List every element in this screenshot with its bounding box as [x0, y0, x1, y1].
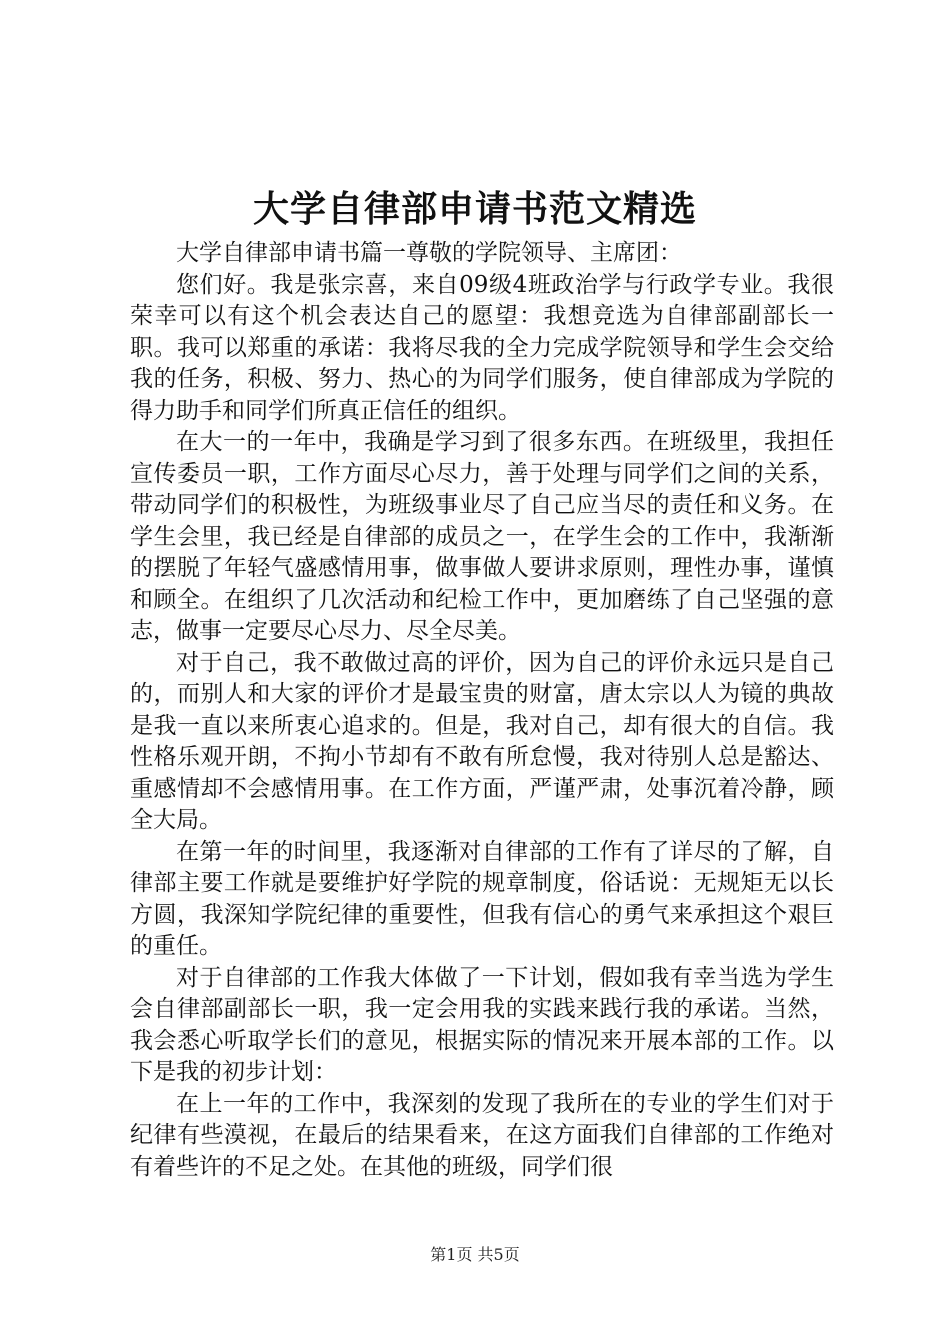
paragraph-plan-intro: 对于自律部的工作我大体做了一下计划，假如我有幸当选为学生会自律部副部长一职，我一定会用我的实践来践行我的承诺。当然，我会悉心听取学长们的意见，根据实际的情况来开展本部的工作。以下是我的初步计划： — [130, 964, 834, 1085]
paragraph-introduction: 您们好。我是张宗喜，来自09级4班政治学与行政学专业。我很荣幸可以有这个机会表达自己的愿望：我想竞选为自律部副部长一职。我可以郑重的承诺：我将尽我的全力完成学院领导和学生会交给我的任务，积极、努力、热心的为同学们服务，使自律部成为学院的得力助手和同学们所真正信任的组织。 — [130, 271, 834, 424]
paragraph-plan-detail: 在上一年的工作中，我深刻的发现了我所在的专业的学生们对于纪律有些漠视，在最后的结果看来，在这方面我们自律部的工作绝对有着些许的不足之处。在其他的班级，同学们很 — [130, 1090, 834, 1180]
document-body — [130, 238, 834, 1183]
paragraph-self-assessment: 对于自己，我不敢做过高的评价，因为自己的评价永远只是自己的，而别人和大家的评价才是最宝贵的财富，唐太宗以人为镜的典故是我一直以来所衷心追求的。但是，我对自己，却有很大的自信。我性格乐观开朗，不拘小节却有不敢有所怠慢，我对待别人总是豁达、重感情却不会感情用事。在工作方面，严谨严肃，处事沉着冷静，顾全大局。 — [130, 649, 834, 833]
page-number-footer: 第1页 共5页 — [430, 1245, 520, 1264]
document-title: 大学自律部申请书范文精选 — [252, 188, 697, 230]
paragraph-experience: 在大一的一年中，我确是学习到了很多东西。在班级里，我担任宣传委员一职，工作方面尽心尽力，善于处理与同学们之间的关系，带动同学们的积极性，为班级事业尽了自己应当尽的责任和义务。在学生会里，我已经是自律部的成员之一，在学生会的工作中，我渐渐的摆脱了年轻气盛感情用事，做事做人要讲求原则，理性办事，谨慎和顾全。在组织了几次活动和纪检工作中，更加磨练了自己坚强的意志，做事一定要尽心尽力、尽全尽美。 — [130, 429, 834, 644]
paragraph-opening: 大学自律部申请书篇一尊敬的学院领导、主席团： — [176, 240, 682, 266]
paragraph-understanding: 在第一年的时间里，我逐渐对自律部的工作有了详尽的了解，自律部主要工作就是要维护好学院的规章制度，俗话说：无规矩无以长方圆，我深知学院纪律的重要性，但我有信心的勇气来承担这个艰巨的重任。 — [130, 838, 834, 959]
